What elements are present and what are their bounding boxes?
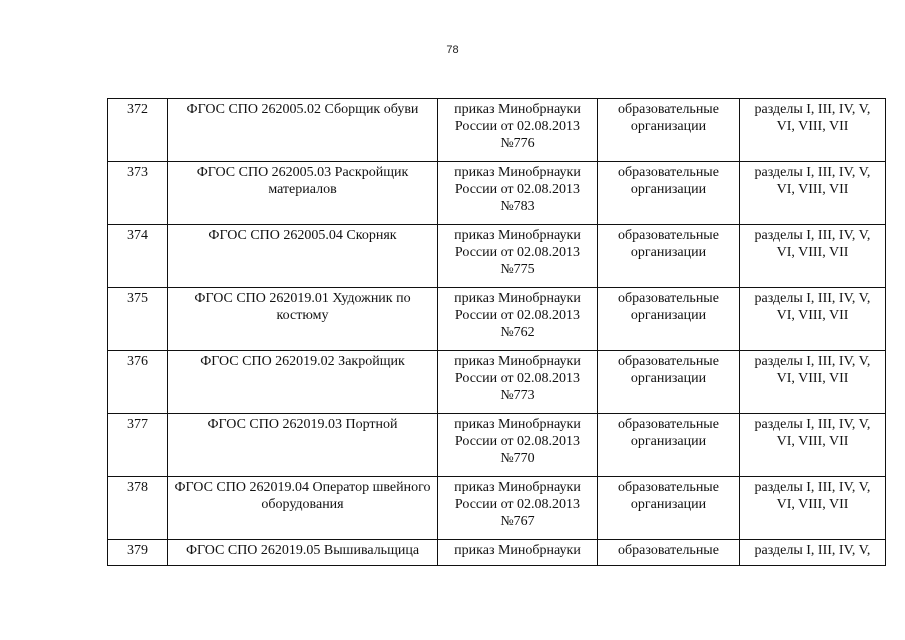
row-number: 377 — [108, 414, 168, 477]
applicable-sections: разделы I, III, IV, V, VI, VIII, VII — [740, 225, 886, 288]
order-reference: приказ Минобрнауки России от 02.08.2013 №783 — [438, 162, 598, 225]
row-number: 372 — [108, 99, 168, 162]
row-number: 375 — [108, 288, 168, 351]
applicable-sections: разделы I, III, IV, V, VI, VIII, VII — [740, 351, 886, 414]
table-row — [108, 288, 886, 351]
page-number: 78 — [446, 44, 459, 56]
organization-type: образовательные организации — [598, 162, 740, 225]
table-row — [108, 162, 886, 225]
order-reference: приказ Минобрнауки России от 02.08.2013 №776 — [438, 99, 598, 162]
row-number: 376 — [108, 351, 168, 414]
applicable-sections: разделы I, III, IV, V, VI, VIII, VII — [740, 414, 886, 477]
standard-title: ФГОС СПО 262019.03 Портной — [168, 414, 438, 477]
table-row — [108, 351, 886, 414]
organization-type: образовательные организации — [598, 99, 740, 162]
applicable-sections: разделы I, III, IV, V, VI, VIII, VII — [740, 477, 886, 540]
order-reference: приказ Минобрнауки России от 02.08.2013 №762 — [438, 288, 598, 351]
row-number: 378 — [108, 477, 168, 540]
standards-table — [107, 98, 886, 566]
standard-title: ФГОС СПО 262019.02 Закройщик — [168, 351, 438, 414]
table-row — [108, 477, 886, 540]
standard-title: ФГОС СПО 262019.01 Художник по костюму — [168, 288, 438, 351]
applicable-sections: разделы I, III, IV, V, — [740, 540, 886, 566]
row-number: 374 — [108, 225, 168, 288]
organization-type: образовательные — [598, 540, 740, 566]
order-reference: приказ Минобрнауки России от 02.08.2013 №775 — [438, 225, 598, 288]
organization-type: образовательные организации — [598, 288, 740, 351]
organization-type: образовательные организации — [598, 477, 740, 540]
organization-type: образовательные организации — [598, 351, 740, 414]
standard-title: ФГОС СПО 262019.05 Вышивальщица — [168, 540, 438, 566]
row-number: 373 — [108, 162, 168, 225]
organization-type: образовательные организации — [598, 414, 740, 477]
applicable-sections: разделы I, III, IV, V, VI, VIII, VII — [740, 288, 886, 351]
standard-title: ФГОС СПО 262005.04 Скорняк — [168, 225, 438, 288]
order-reference: приказ Минобрнауки — [438, 540, 598, 566]
table-row — [108, 414, 886, 477]
table-row — [108, 540, 886, 566]
standard-title: ФГОС СПО 262005.03 Раскройщик материалов — [168, 162, 438, 225]
order-reference: приказ Минобрнауки России от 02.08.2013 №770 — [438, 414, 598, 477]
table-row — [108, 99, 886, 162]
applicable-sections: разделы I, III, IV, V, VI, VIII, VII — [740, 99, 886, 162]
row-number: 379 — [108, 540, 168, 566]
order-reference: приказ Минобрнауки России от 02.08.2013 №773 — [438, 351, 598, 414]
applicable-sections: разделы I, III, IV, V, VI, VIII, VII — [740, 162, 886, 225]
standard-title: ФГОС СПО 262005.02 Сборщик обуви — [168, 99, 438, 162]
standard-title: ФГОС СПО 262019.04 Оператор швейного оборудования — [168, 477, 438, 540]
order-reference: приказ Минобрнауки России от 02.08.2013 №767 — [438, 477, 598, 540]
organization-type: образовательные организации — [598, 225, 740, 288]
table-row — [108, 225, 886, 288]
